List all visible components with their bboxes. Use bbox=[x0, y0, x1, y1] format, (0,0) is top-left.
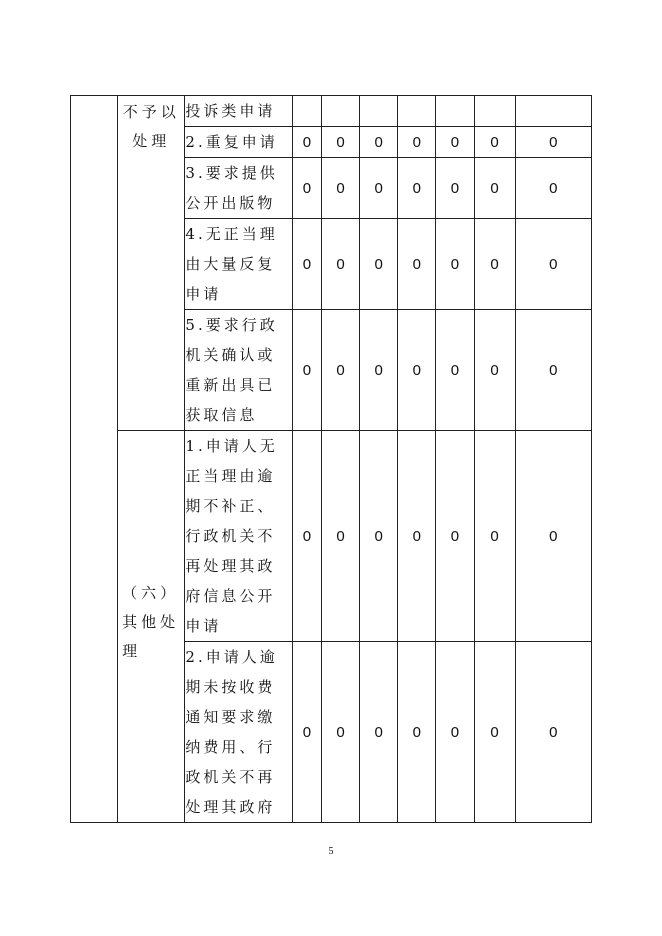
item-label-line: 3.要求提供 bbox=[185, 164, 278, 182]
item-label-line: 1.申请人无 bbox=[185, 437, 278, 455]
item-label-line: 机关确认或 bbox=[185, 346, 276, 364]
value-cell: 0 bbox=[515, 158, 591, 219]
value-cell: 0 bbox=[436, 431, 474, 642]
table-row bbox=[71, 96, 592, 127]
sub-category-line: 不予以 bbox=[122, 103, 180, 121]
value-cell bbox=[398, 96, 436, 127]
value-cell: 0 bbox=[436, 127, 474, 158]
value-cell: 0 bbox=[360, 310, 398, 431]
item-label-line: 获取信息 bbox=[185, 406, 258, 424]
item-label-line: 4.无正当理 bbox=[185, 225, 278, 243]
item-label-line: 重新出具已 bbox=[185, 376, 276, 394]
row-item-label bbox=[185, 642, 292, 823]
value-cell: 0 bbox=[360, 431, 398, 642]
item-label-line: 正当理由逾 bbox=[185, 467, 276, 485]
page-number: 5 bbox=[328, 846, 334, 857]
row-item-label bbox=[185, 431, 292, 642]
item-label-line: 通知要求缴 bbox=[185, 708, 276, 726]
value-cell: 0 bbox=[398, 158, 436, 219]
value-cell bbox=[360, 96, 398, 127]
sub-category-line: 处理 bbox=[132, 132, 171, 150]
value-cell bbox=[474, 96, 515, 127]
item-label-line: 2.重复申请 bbox=[185, 133, 278, 151]
item-label-line: 期未按收费 bbox=[185, 678, 276, 696]
item-label-line: 行政机关不 bbox=[185, 527, 276, 545]
item-label-line: 申请 bbox=[185, 285, 222, 303]
value-cell: 0 bbox=[515, 219, 591, 310]
item-label-line: 申请 bbox=[185, 617, 222, 635]
value-cell: 0 bbox=[398, 431, 436, 642]
value-cell: 0 bbox=[292, 431, 321, 642]
row-item-label bbox=[185, 219, 292, 310]
item-label-line: 2.申请人逾 bbox=[185, 648, 278, 666]
value-cell: 0 bbox=[360, 158, 398, 219]
value-cell: 0 bbox=[292, 158, 321, 219]
row-item-label bbox=[185, 127, 292, 158]
item-label-line: 处理其政府 bbox=[185, 798, 276, 816]
statistics-table bbox=[70, 95, 592, 823]
value-cell: 0 bbox=[292, 127, 321, 158]
value-cell bbox=[321, 96, 359, 127]
value-cell: 0 bbox=[515, 642, 591, 823]
row-item-label bbox=[185, 96, 292, 127]
value-cell: 0 bbox=[321, 310, 359, 431]
value-cell bbox=[515, 96, 591, 127]
value-cell: 0 bbox=[360, 642, 398, 823]
value-cell: 0 bbox=[436, 158, 474, 219]
table-row bbox=[71, 431, 592, 642]
value-cell: 0 bbox=[398, 219, 436, 310]
value-cell: 0 bbox=[436, 642, 474, 823]
value-cell: 0 bbox=[474, 310, 515, 431]
value-cell: 0 bbox=[321, 127, 359, 158]
value-cell: 0 bbox=[292, 310, 321, 431]
sub-category-line: 其他处 bbox=[122, 613, 180, 631]
value-cell: 0 bbox=[292, 219, 321, 310]
value-cell: 0 bbox=[515, 127, 591, 158]
item-label-line: 5.要求行政 bbox=[185, 316, 278, 334]
value-cell: 0 bbox=[321, 219, 359, 310]
sub-category-line: （六） bbox=[122, 584, 180, 602]
value-cell: 0 bbox=[360, 127, 398, 158]
value-cell: 0 bbox=[474, 642, 515, 823]
value-cell: 0 bbox=[436, 310, 474, 431]
row-item-label bbox=[185, 310, 292, 431]
value-cell: 0 bbox=[515, 310, 591, 431]
item-label-line: 由大量反复 bbox=[185, 255, 276, 273]
value-cell: 0 bbox=[398, 642, 436, 823]
item-label-line: 纳费用、行 bbox=[185, 738, 276, 756]
table-body bbox=[71, 96, 592, 823]
value-cell bbox=[436, 96, 474, 127]
item-label-line: 府信息公开 bbox=[185, 587, 276, 605]
value-cell: 0 bbox=[474, 219, 515, 310]
sub-category-label bbox=[118, 431, 185, 823]
value-cell: 0 bbox=[321, 158, 359, 219]
sub-category-line: 理 bbox=[122, 642, 142, 660]
value-cell: 0 bbox=[474, 431, 515, 642]
value-cell: 0 bbox=[321, 431, 359, 642]
item-label-line: 公开出版物 bbox=[185, 194, 276, 212]
value-cell: 0 bbox=[474, 127, 515, 158]
item-label-line: 再处理其政 bbox=[185, 557, 276, 575]
row-item-label bbox=[185, 158, 292, 219]
item-label-line: 政机关不再 bbox=[185, 768, 276, 786]
item-label-line: 投诉类申请 bbox=[185, 102, 276, 120]
value-cell: 0 bbox=[360, 219, 398, 310]
value-cell bbox=[292, 96, 321, 127]
value-cell: 0 bbox=[398, 127, 436, 158]
item-label-line: 期不补正、 bbox=[185, 497, 276, 515]
sub-category-label bbox=[118, 96, 185, 431]
value-cell: 0 bbox=[398, 310, 436, 431]
value-cell: 0 bbox=[436, 219, 474, 310]
value-cell: 0 bbox=[474, 158, 515, 219]
value-cell: 0 bbox=[321, 642, 359, 823]
value-cell: 0 bbox=[292, 642, 321, 823]
category-cell bbox=[71, 96, 118, 823]
value-cell: 0 bbox=[515, 431, 591, 642]
